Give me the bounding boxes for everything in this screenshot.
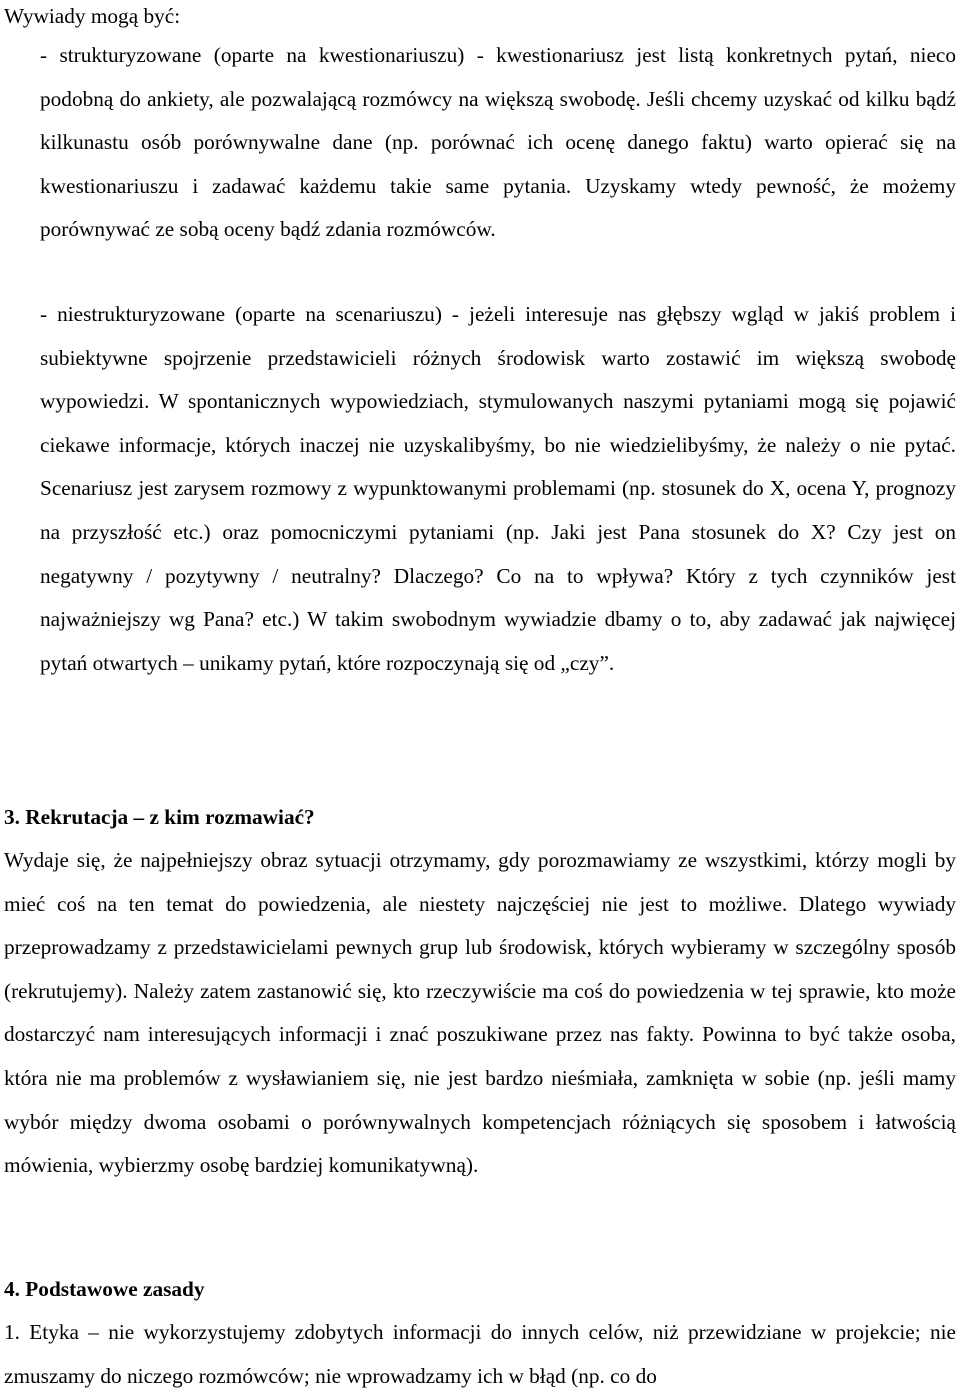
section-heading-basic-rules: 4. Podstawowe zasady (4, 1277, 205, 1301)
intro-text: Wywiady mogą być: (4, 4, 181, 28)
list-item-ethics: 1. Etyka – nie wykorzystujemy zdobytych informacji do innych celów, niż przewidziane w projekcie; nie zmuszamy do niczego rozmówców; nie wprowadzamy ich w błąd (np. co do (4, 1320, 956, 1388)
list-item-structured: - strukturyzowane (oparte na kwestionariuszu) - kwestionariusz jest listą konkretnych pytań, nieco podobną do ankiety, ale pozwalającą rozmówcy na większą swobodę. Jeśli chcemy uzyskać od kilku bądź kilkunastu osób porównywalne dane (np. porównać ich ocenę danego faktu) warto opierać się na kwestionariuszu i zadawać każdemu takie same pytania. Uzyskamy wtedy pewność, że możemy porównywać ze sobą oceny bądź zdania rozmówców. (40, 43, 956, 242)
section-heading-recruitment: 3. Rekrutacja – z kim rozmawiać? (4, 805, 315, 829)
list-item-unstructured: - niestrukturyzowane (oparte na scenariuszu) - jeżeli interesuje nas głębszy wgląd w jakiś problem i subiektywne spojrzenie przedstawicieli różnych środowisk warto zostawić im większą swobodę wypowiedzi. W spontanicznych wypowiedziach, stymulowanych naszymi pytaniami mogą się pojawić ciekawe informacje, których inaczej nie uzyskalibyśmy, bo nie wiedzielibyśmy, że należy o nie pytać. Scenariusz jest zarysem rozmowy z wypunktowanymi problemami (np. stosunek do X, ocena Y, prognozy na przyszłość etc.) oraz pomocniczymi pytaniami (np. Jaki jest Pana stosunek do X? Czy jest on negatywny / pozytywny / neutralny? Dlaczego? Co na to wpływa? Który z tych czynników jest najważniejszy wg Pana? etc.) W takim swobodnym wywiadzie dbamy o to, aby zadawać jak najwięcej pytań otwartych – unikamy pytań, które rozpoczynają się od „czy”. (40, 302, 956, 675)
section-body-recruitment: Wydaje się, że najpełniejszy obraz sytuacji otrzymamy, gdy porozmawiamy ze wszystkimi, którzy mogli by mieć coś na ten temat do powiedzenia, ale niestety najczęściej nie jest to możliwe. Dlatego wywiady przeprowadzamy z przedstawicielami pewnych grup lub środowisk, których wybieramy w szczególny sposób (rekrutujemy). Należy zatem zastanowić się, kto rzeczywiście ma coś do powiedzenia w tej sprawie, kto może dostarczyć nam interesujących informacji i znać poszukiwane przez nas fakty. Powinna to być także osoba, która nie ma problemów z wysławianiem się, nie jest bardzo nieśmiała, zamknięta w sobie (np. jeśli mamy wybór między dwoma osobami o porównywalnych kompetencjach różniących się sposobem i łatwością mówienia, wybierzmy osobę bardziej komunikatywną). (4, 848, 956, 1178)
